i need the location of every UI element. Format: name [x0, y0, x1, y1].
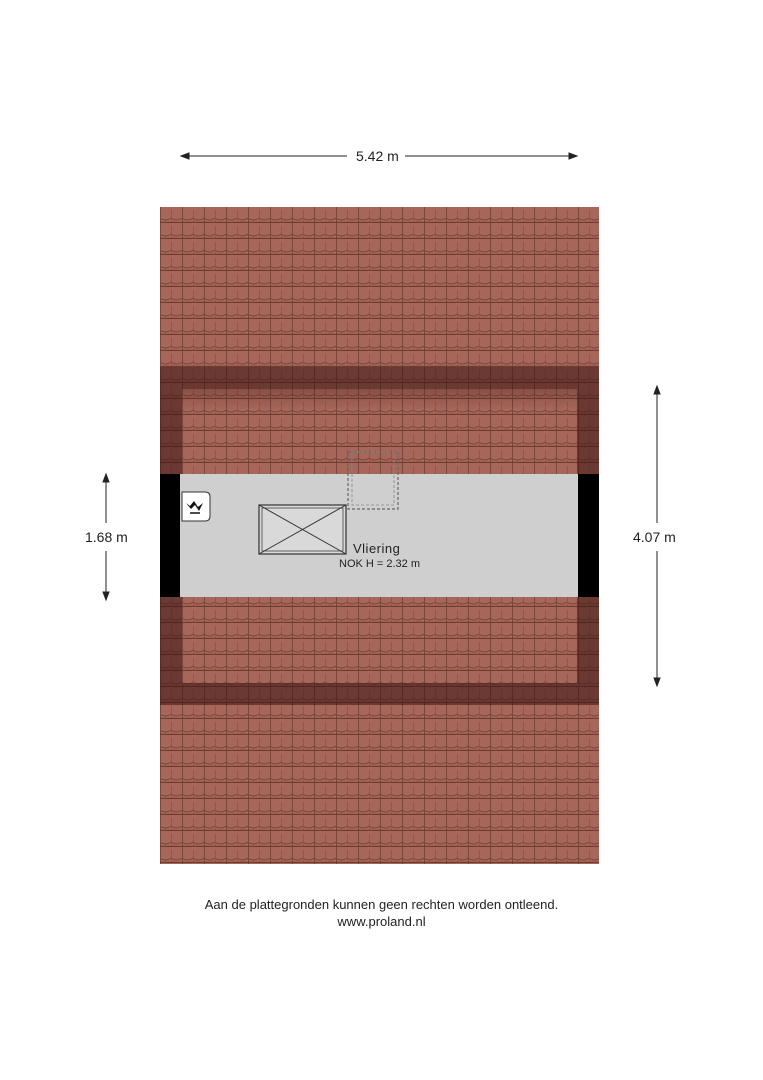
wall-left	[160, 474, 180, 597]
room-name: Vliering	[353, 541, 401, 556]
heater-icon	[182, 492, 210, 521]
dimension-width-label: 5.42 m	[356, 148, 399, 164]
dimension-left-label: 1.68 m	[85, 529, 128, 545]
hatch-icon	[259, 505, 346, 554]
footer-website: www.proland.nl	[337, 914, 426, 929]
dimension-right-label: 4.07 m	[633, 529, 676, 545]
wall-right	[578, 474, 599, 597]
room-ridge-height: NOK H = 2.32 m	[339, 558, 421, 570]
attic-floor	[160, 474, 599, 597]
footer-disclaimer: Aan de plattegronden kunnen geen rechten worden ontleend.	[204, 897, 559, 912]
